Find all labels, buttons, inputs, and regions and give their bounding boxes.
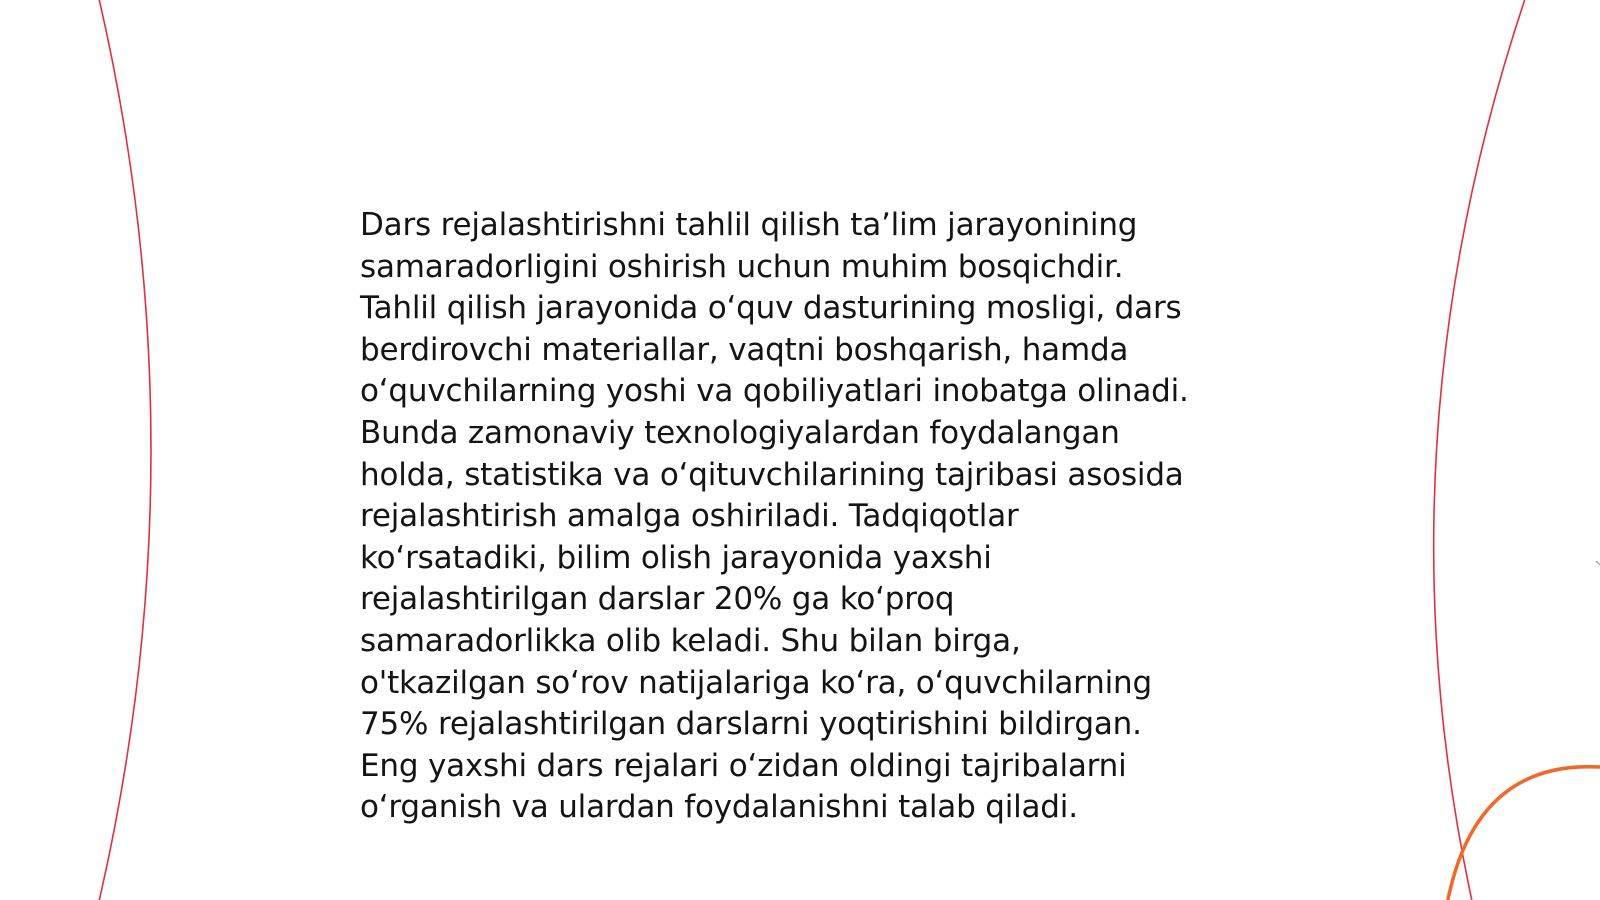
body-paragraph — [360, 205, 1260, 829]
body-line: samaradorlikka olib keladi. Shu bilan birga, — [360, 622, 1021, 659]
body-line: Tahlil qilish jarayonida o‘quv dasturining mosligi, dars — [360, 290, 1182, 327]
left-arc — [97, 0, 151, 900]
body-line: Bunda zamonaviy texnologiyalardan foydalangan — [360, 414, 1120, 451]
body-line: rejalashtirish amalga oshiriladi. Tadqiqotlar — [360, 498, 1019, 535]
body-line: rejalashtirilgan darslar 20% ga ko‘proq — [360, 581, 955, 618]
orange-corner-arc — [1446, 767, 1600, 900]
body-line: holda, statistika va o‘qituvchilarining tajribasi asosida — [360, 456, 1184, 493]
body-line: o‘rganish va ulardan foydalanishni talab qiladi. — [360, 789, 1078, 826]
body-line: o‘quvchilarning yoshi va qobiliyatlari inobatga olinadi. — [360, 373, 1189, 410]
body-line: samaradorligini oshirish uchun muhim bosqichdir. — [360, 248, 1124, 285]
body-line: berdirovchi materiallar, vaqtni boshqarish, hamda — [360, 331, 1129, 368]
body-line: o'tkazilgan so‘rov natijalariga ko‘ra, o‘quvchilarning — [360, 664, 1152, 701]
body-line: ko‘rsatadiki, bilim olish jarayonida yaxshi — [360, 539, 992, 576]
body-line: Eng yaxshi dars rejalari o‘zidan oldingi tajribalarni — [360, 747, 1127, 784]
right-arc — [1434, 0, 1528, 900]
body-line: Dars rejalashtirishni tahlil qilish ta’lim jarayonining — [360, 207, 1138, 243]
edge-mark — [1596, 561, 1600, 565]
body-line: 75% rejalashtirilgan darslarni yoqtirishini bildirgan. — [360, 706, 1142, 743]
